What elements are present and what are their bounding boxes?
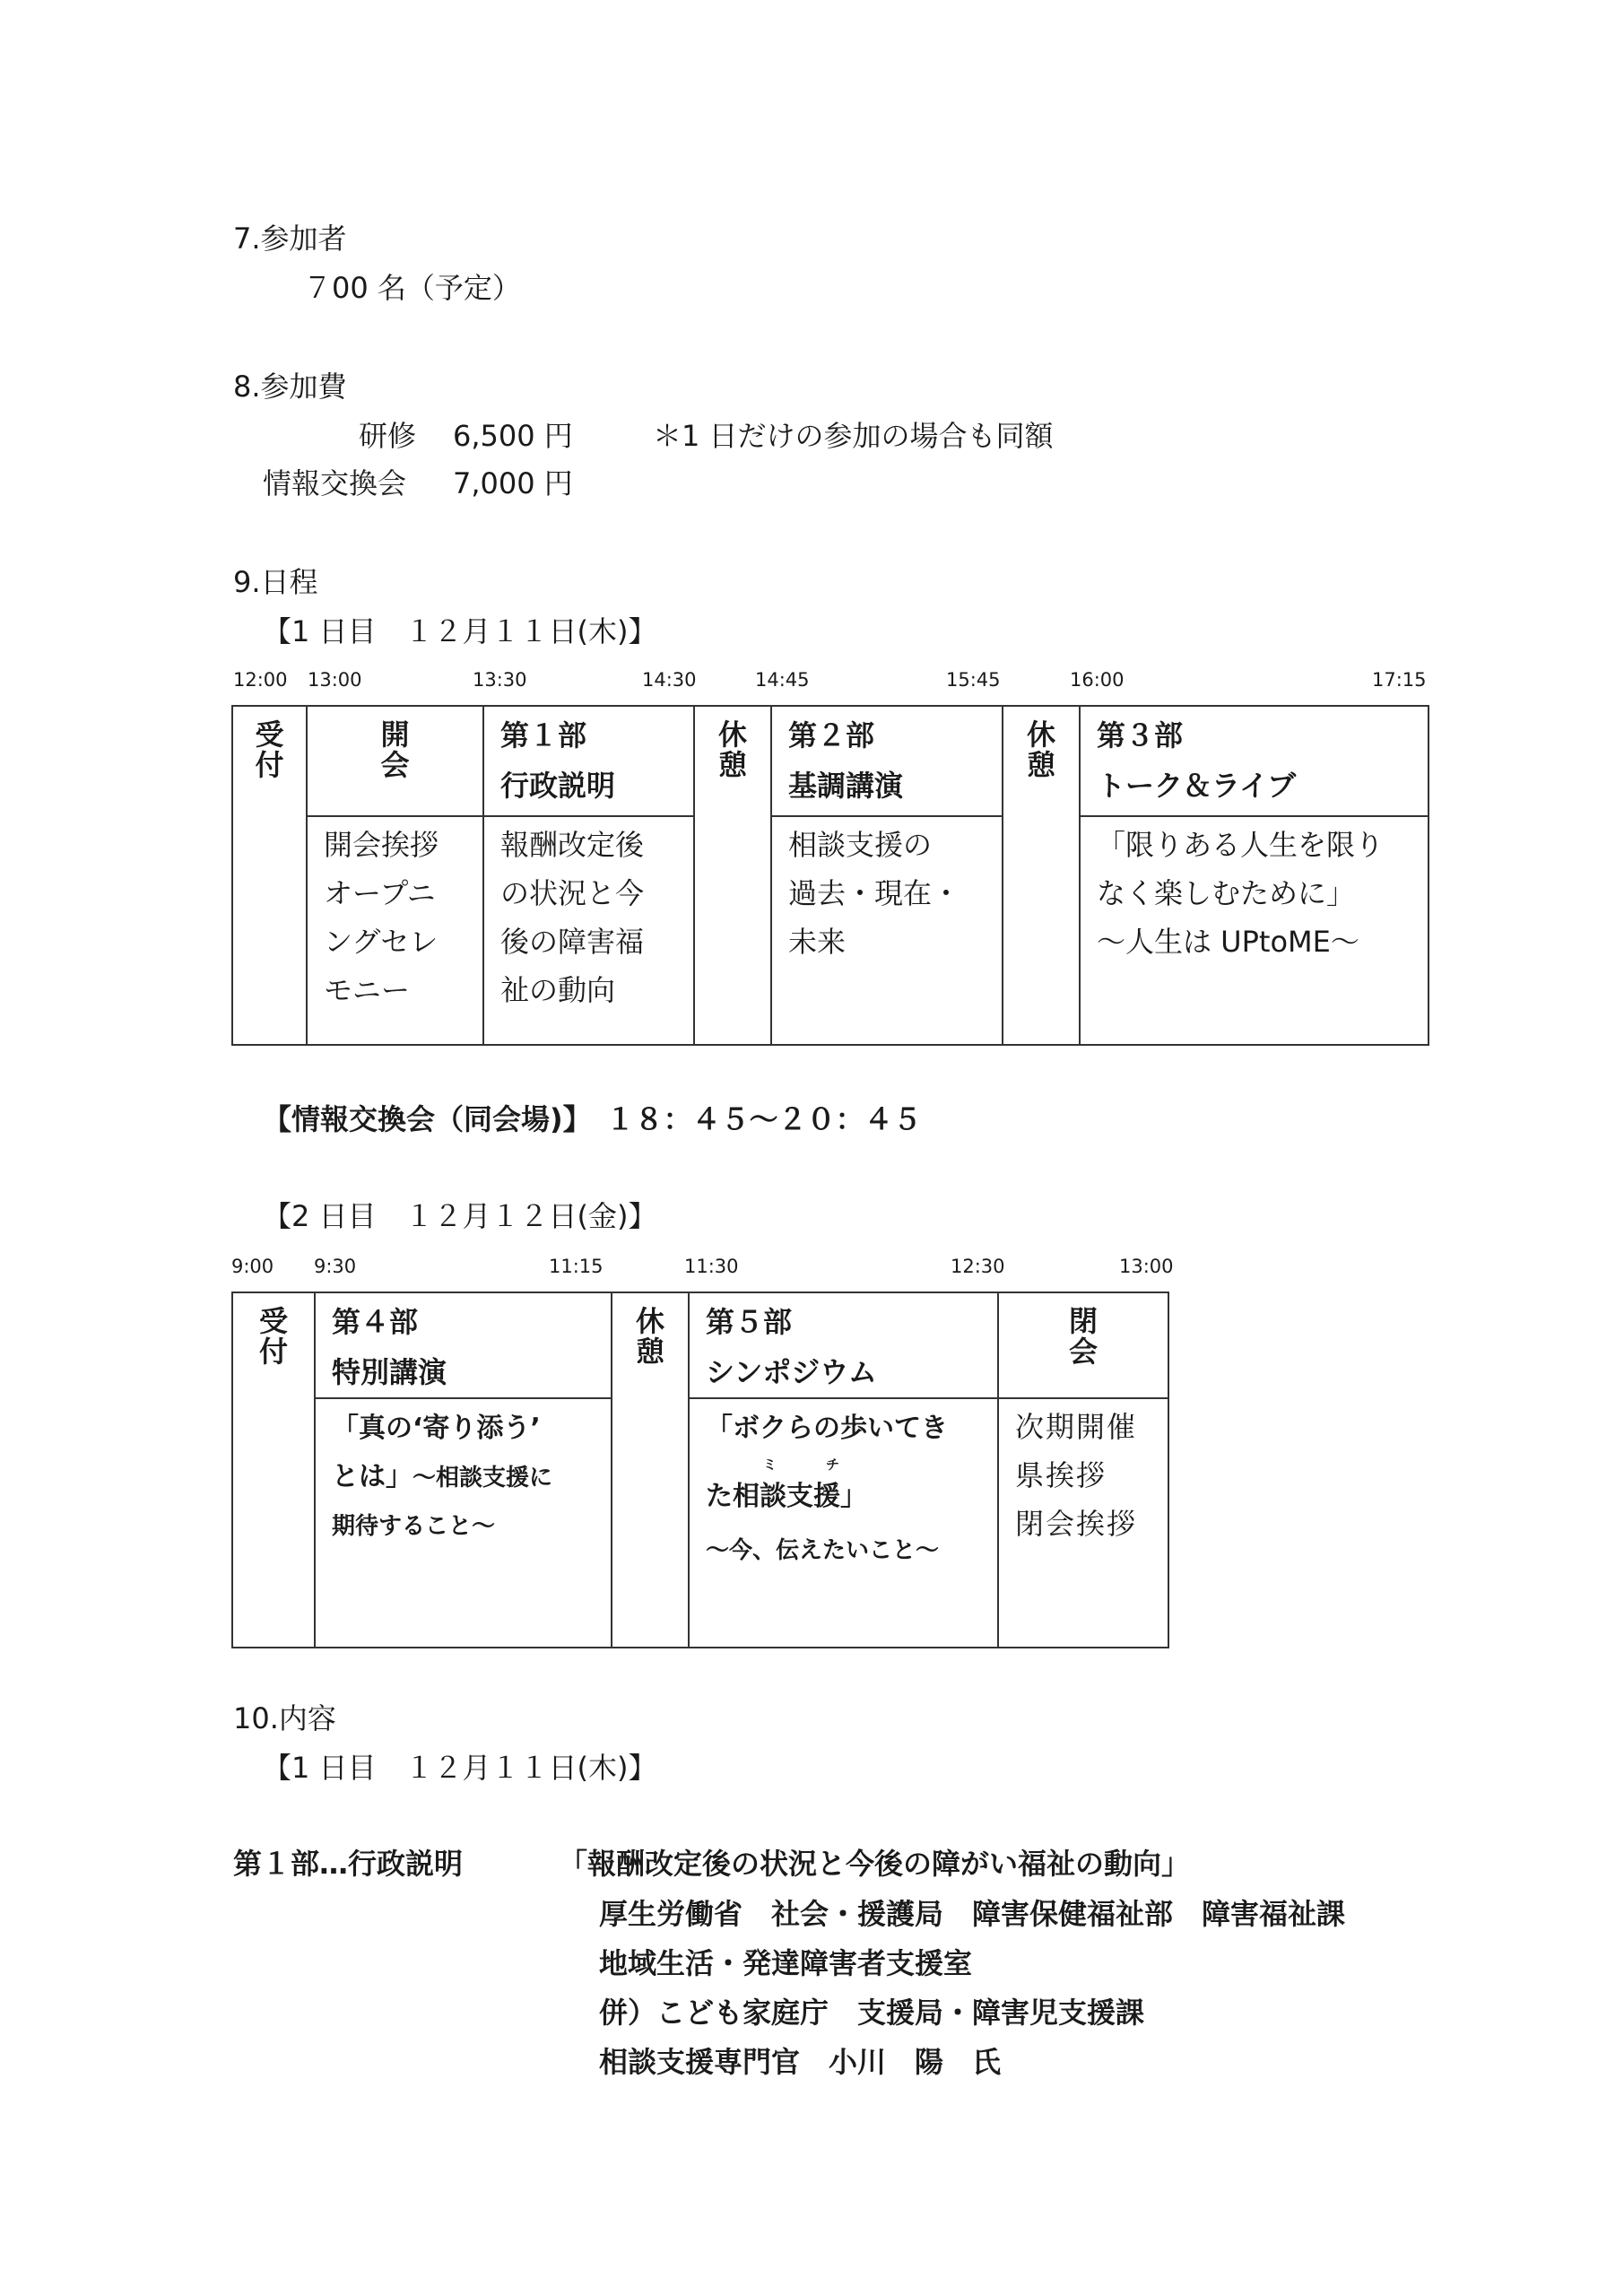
content-part1-theme: 「報酬改定後の状況と今後の障がい福祉の動向」 — [559, 1847, 1191, 1881]
day2-part5-title: 第５部 シンポジウム — [689, 1292, 998, 1398]
day2-closing-cell: 閉 会 — [998, 1292, 1168, 1398]
section-7-heading: 7.参加者 — [233, 222, 347, 256]
section-9-heading: 9.日程 — [233, 565, 318, 599]
time-tick: 17:15 — [1372, 669, 1427, 691]
speaker-line: 厚生労働省 社会・援護局 障害保健福祉部 障害福祉課 — [599, 1897, 1346, 1931]
time-tick: 14:45 — [755, 669, 810, 691]
time-tick: 16:00 — [1070, 669, 1125, 691]
day2-part4-body: 「真の‘寄り添う’ とは」～相談支援に 期待すること～ — [315, 1398, 612, 1648]
ruby-chi: チ — [826, 1457, 840, 1473]
time-tick: 13:00 — [1119, 1256, 1174, 1277]
time-tick: 12:30 — [951, 1256, 1005, 1277]
part4-body-line2b: ～相談支援に — [413, 1465, 553, 1492]
section-8-heading: 8.参加費 — [233, 370, 347, 404]
day1-opening-cell: 開 会 — [307, 706, 483, 816]
day1-break1-cell: 休 憩 — [694, 706, 771, 1045]
time-tick: 13:30 — [473, 669, 527, 691]
speaker-line: 併）こども家庭庁 支援局・障害児支援課 — [599, 1996, 1145, 2030]
content-part1-label: 第１部…行政説明 — [233, 1847, 464, 1881]
day2-reception-cell: 受 付 — [232, 1292, 315, 1648]
speaker-line: 地域生活・発達障害者支援室 — [599, 1946, 973, 1980]
ruby-mi: ミ — [763, 1457, 777, 1473]
day1-part2-title: 第２部 基調講演 — [771, 706, 1003, 816]
time-tick: 9:30 — [314, 1256, 357, 1277]
fee-training-label: 研修 — [359, 419, 417, 453]
participants-count: ７00 名（予定） — [303, 271, 521, 305]
day2-closing-body: 次期開催 県挨拶 閉会挨拶 — [998, 1398, 1168, 1648]
day1-part1-body: 報酬改定後 の状況と今 後の障害福 祉の動向 — [483, 816, 694, 1045]
day1-part2-body: 相談支援の 過去・現在・ 未来 — [771, 816, 1003, 1045]
info-exchange-line: 【情報交換会（同会場)】 １８：４５～２０：４５ — [263, 1102, 922, 1136]
speaker-line: 相談支援専門官 小川 陽 氏 — [599, 2045, 1002, 2079]
day1-part1-title: 第１部 行政説明 — [483, 706, 694, 816]
time-tick: 11:30 — [684, 1256, 739, 1277]
day1-part3-body: 「限りある人生を限り なく楽しむために」 ～人生は UPtoME～ — [1080, 816, 1429, 1045]
day2-part5-body: 「ボクらの歩いてき ミ チ た相談支援」 ～今、伝えたいこと～ — [689, 1398, 998, 1648]
day1-part3-title: 第３部 トーク＆ライブ — [1080, 706, 1429, 816]
content-day1-title: 【1 日目 １２月１１日(木)】 — [263, 1751, 657, 1785]
day1-break2-cell: 休 憩 — [1003, 706, 1080, 1045]
time-tick: 14:30 — [642, 669, 697, 691]
day2-part4-title: 第４部 特別講演 — [315, 1292, 612, 1398]
day1-reception-cell: 受 付 — [232, 706, 307, 1045]
day1-schedule-table — [231, 705, 1429, 1046]
day1-opening-body: 開会挨拶 オープニ ングセレ モニー — [307, 816, 483, 1045]
time-tick: 12:00 — [233, 669, 288, 691]
part4-body-line2a: とは」 — [332, 1461, 413, 1492]
day2-break-cell: 休 憩 — [612, 1292, 689, 1648]
day1-title: 【1 日目 １２月１１日(木)】 — [263, 614, 657, 648]
time-tick: 15:45 — [946, 669, 1001, 691]
fee-exchange-label: 情報交換会 — [263, 466, 407, 500]
day2-title: 【2 日目 １２月１２日(金)】 — [263, 1199, 657, 1233]
section-10-heading: 10.内容 — [233, 1701, 336, 1735]
fee-exchange-value: 7,000 円 — [453, 466, 573, 500]
time-tick: 9:00 — [231, 1256, 274, 1277]
fee-training-value: 6,500 円 — [453, 419, 573, 453]
fee-note: ＊1 日だけの参加の場合も同額 — [653, 419, 1054, 453]
time-tick: 11:15 — [549, 1256, 604, 1277]
day2-schedule-table — [231, 1292, 1169, 1648]
time-tick: 13:00 — [308, 669, 362, 691]
